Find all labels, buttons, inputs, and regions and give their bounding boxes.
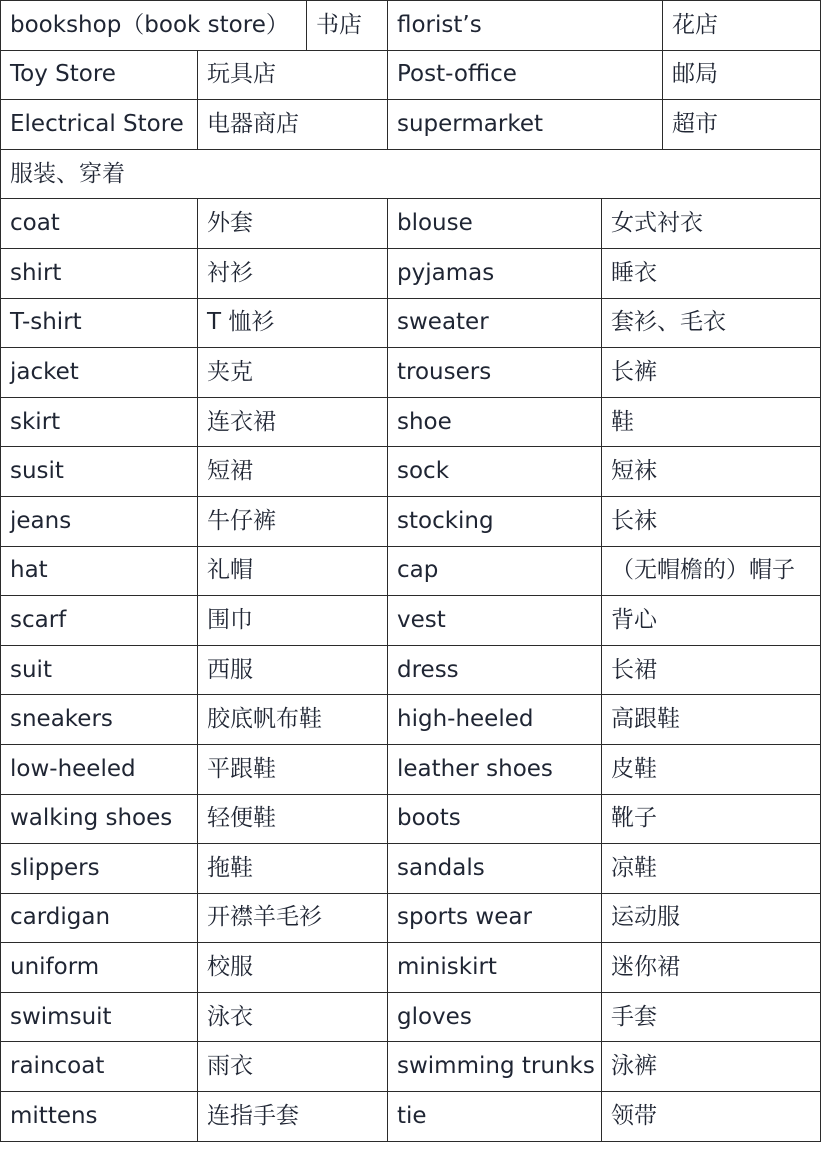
english-word: jeans xyxy=(1,496,198,546)
table-row xyxy=(1,794,821,844)
english-word: Post-office xyxy=(388,50,663,100)
english-word: supermarket xyxy=(388,100,663,150)
english-word: uniform xyxy=(1,943,198,993)
english-word: gloves xyxy=(388,992,602,1042)
english-word: pyjamas xyxy=(388,248,602,298)
english-word: cap xyxy=(388,546,602,596)
chinese-meaning: （无帽檐的）帽子 xyxy=(602,546,821,596)
chinese-meaning: 迷你裙 xyxy=(602,943,821,993)
chinese-meaning: 套衫、毛衣 xyxy=(602,298,821,348)
english-word: swimming trunks xyxy=(388,1042,602,1092)
chinese-meaning: 靴子 xyxy=(602,794,821,844)
chinese-meaning: 拖鞋 xyxy=(198,844,388,894)
english-word: walking shoes xyxy=(1,794,198,844)
chinese-meaning: 凉鞋 xyxy=(602,844,821,894)
english-word: florist’s xyxy=(388,1,663,51)
table-row xyxy=(1,348,821,398)
english-word: jacket xyxy=(1,348,198,398)
chinese-meaning: 连指手套 xyxy=(198,1092,388,1142)
chinese-meaning: 超市 xyxy=(663,100,821,150)
table-row xyxy=(1,298,821,348)
chinese-meaning: 开襟羊毛衫 xyxy=(198,893,388,943)
chinese-meaning: 轻便鞋 xyxy=(198,794,388,844)
chinese-meaning: 校服 xyxy=(198,943,388,993)
english-word: susit xyxy=(1,447,198,497)
english-word: suit xyxy=(1,645,198,695)
english-word: stocking xyxy=(388,496,602,546)
section-header-row xyxy=(1,149,821,199)
english-word: blouse xyxy=(388,199,602,249)
chinese-meaning: T 恤衫 xyxy=(198,298,388,348)
chinese-meaning: 夹克 xyxy=(198,348,388,398)
chinese-meaning: 泳衣 xyxy=(198,992,388,1042)
english-word: hat xyxy=(1,546,198,596)
english-word: T-shirt xyxy=(1,298,198,348)
chinese-meaning: 西服 xyxy=(198,645,388,695)
chinese-meaning: 泳裤 xyxy=(602,1042,821,1092)
table-row xyxy=(1,248,821,298)
table-row xyxy=(1,50,821,100)
english-word: coat xyxy=(1,199,198,249)
chinese-meaning: 短裙 xyxy=(198,447,388,497)
english-word: miniskirt xyxy=(388,943,602,993)
table-row xyxy=(1,447,821,497)
english-word: slippers xyxy=(1,844,198,894)
chinese-meaning: 女式衬衣 xyxy=(602,199,821,249)
chinese-meaning: 长裙 xyxy=(602,645,821,695)
table-row xyxy=(1,397,821,447)
english-word: sweater xyxy=(388,298,602,348)
chinese-meaning: 皮鞋 xyxy=(602,744,821,794)
english-word: sports wear xyxy=(388,893,602,943)
chinese-meaning: 书店 xyxy=(307,1,388,51)
section-title: 服装、穿着 xyxy=(1,149,821,199)
chinese-meaning: 鞋 xyxy=(602,397,821,447)
english-word: cardigan xyxy=(1,893,198,943)
table-row xyxy=(1,1042,821,1092)
table-row xyxy=(1,596,821,646)
english-word: boots xyxy=(388,794,602,844)
english-word: shoe xyxy=(388,397,602,447)
table-row xyxy=(1,893,821,943)
chinese-meaning: 邮局 xyxy=(663,50,821,100)
chinese-meaning: 雨衣 xyxy=(198,1042,388,1092)
english-word: leather shoes xyxy=(388,744,602,794)
english-word: tie xyxy=(388,1092,602,1142)
table-row xyxy=(1,546,821,596)
table-row xyxy=(1,1092,821,1142)
english-word: dress xyxy=(388,645,602,695)
english-word: scarf xyxy=(1,596,198,646)
chinese-meaning: 长裤 xyxy=(602,348,821,398)
english-word: trousers xyxy=(388,348,602,398)
table-row xyxy=(1,744,821,794)
table-row xyxy=(1,992,821,1042)
chinese-meaning: 运动服 xyxy=(602,893,821,943)
table-row xyxy=(1,1,821,51)
table-row xyxy=(1,199,821,249)
english-word: vest xyxy=(388,596,602,646)
chinese-meaning: 礼帽 xyxy=(198,546,388,596)
chinese-meaning: 电器商店 xyxy=(198,100,388,150)
chinese-meaning: 衬衫 xyxy=(198,248,388,298)
chinese-meaning: 手套 xyxy=(602,992,821,1042)
chinese-meaning: 连衣裙 xyxy=(198,397,388,447)
english-word: sock xyxy=(388,447,602,497)
table-row xyxy=(1,844,821,894)
chinese-meaning: 背心 xyxy=(602,596,821,646)
table-row xyxy=(1,645,821,695)
english-word: Electrical Store xyxy=(1,100,198,150)
chinese-meaning: 短袜 xyxy=(602,447,821,497)
chinese-meaning: 花店 xyxy=(663,1,821,51)
english-word: mittens xyxy=(1,1092,198,1142)
chinese-meaning: 长袜 xyxy=(602,496,821,546)
chinese-meaning: 胶底帆布鞋 xyxy=(198,695,388,745)
english-word: low-heeled xyxy=(1,744,198,794)
chinese-meaning: 玩具店 xyxy=(198,50,388,100)
chinese-meaning: 平跟鞋 xyxy=(198,744,388,794)
english-word: high-heeled xyxy=(388,695,602,745)
english-word: raincoat xyxy=(1,1042,198,1092)
table-row xyxy=(1,100,821,150)
english-word: bookshop（book store） xyxy=(1,1,307,51)
english-word: Toy Store xyxy=(1,50,198,100)
table-row xyxy=(1,695,821,745)
english-word: shirt xyxy=(1,248,198,298)
table-row xyxy=(1,943,821,993)
chinese-meaning: 外套 xyxy=(198,199,388,249)
table-row xyxy=(1,496,821,546)
chinese-meaning: 围巾 xyxy=(198,596,388,646)
english-word: sandals xyxy=(388,844,602,894)
english-word: skirt xyxy=(1,397,198,447)
english-word: sneakers xyxy=(1,695,198,745)
english-word: swimsuit xyxy=(1,992,198,1042)
chinese-meaning: 领带 xyxy=(602,1092,821,1142)
chinese-meaning: 睡衣 xyxy=(602,248,821,298)
chinese-meaning: 高跟鞋 xyxy=(602,695,821,745)
chinese-meaning: 牛仔裤 xyxy=(198,496,388,546)
